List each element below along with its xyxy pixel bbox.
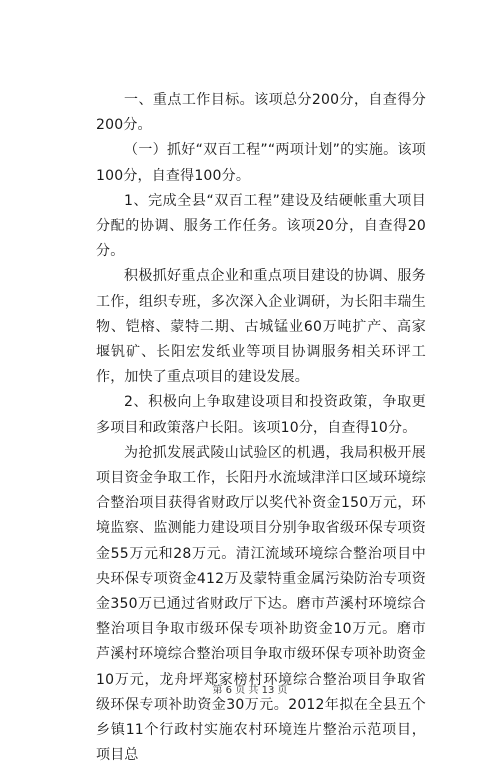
paragraph-section-heading: 一、重点工作目标。该项总分200分，自查得分200分。	[96, 92, 426, 134]
paragraph-subsection-heading: （一）抓好“双百工程”“两项计划”的实施。该项100分，自查得100分。	[96, 142, 426, 184]
paragraph-item-2: 2、积极向上争取建设项目和投资政策，争取更多项目和政策落户长阳。该项10分，自查得10分。	[96, 394, 426, 436]
page-footer: 第 6 页 共 13 页	[212, 685, 288, 696]
paragraph-item-2-detail: 为抢抓发展武陵山试验区的机遇，我局积极开展项目资金争取工作，长阳丹水流域津洋口区域环境综合整治项目获得省财政厅以奖代补资金150万元，环境监察、监测能力建设项目分别争取省级环保专项资金55万元和28万元。清江流域环境综合整治项目中央环保专项资金412万及蒙特重金属污染防治专项资金350万已通过省财政厅下达。磨市芦溪村环境综合整治项目争取市级环保专项补助资金10万元。磨市芦溪村环境综合整治项目争取市级环保专项补助资金10万元，龙舟坪郑家榜村环境综合整治项目争取省级环保专项补助资金30万元。2012年拟在全县五个乡镇11个行政村实施农村环境连片整治示范项目，项目总	[96, 444, 426, 764]
paragraph-item-1-detail: 积极抓好重点企业和重点项目建设的协调、服务工作，组织专班，多次深入企业调研，为长阳丰瑞生物、铠榕、蒙特二期、古城锰业60万吨扩产、高家堰钒矿、长阳宏发纸业等项目协调服务相关环评工作，加快了重点项目的建设发展。	[96, 268, 426, 386]
paragraph-item-1: 1、完成全县“双百工程”建设及结硬帐重大项目分配的协调、服务工作任务。该项20分，自查得20分。	[96, 192, 426, 260]
document-body	[96, 88, 426, 768]
